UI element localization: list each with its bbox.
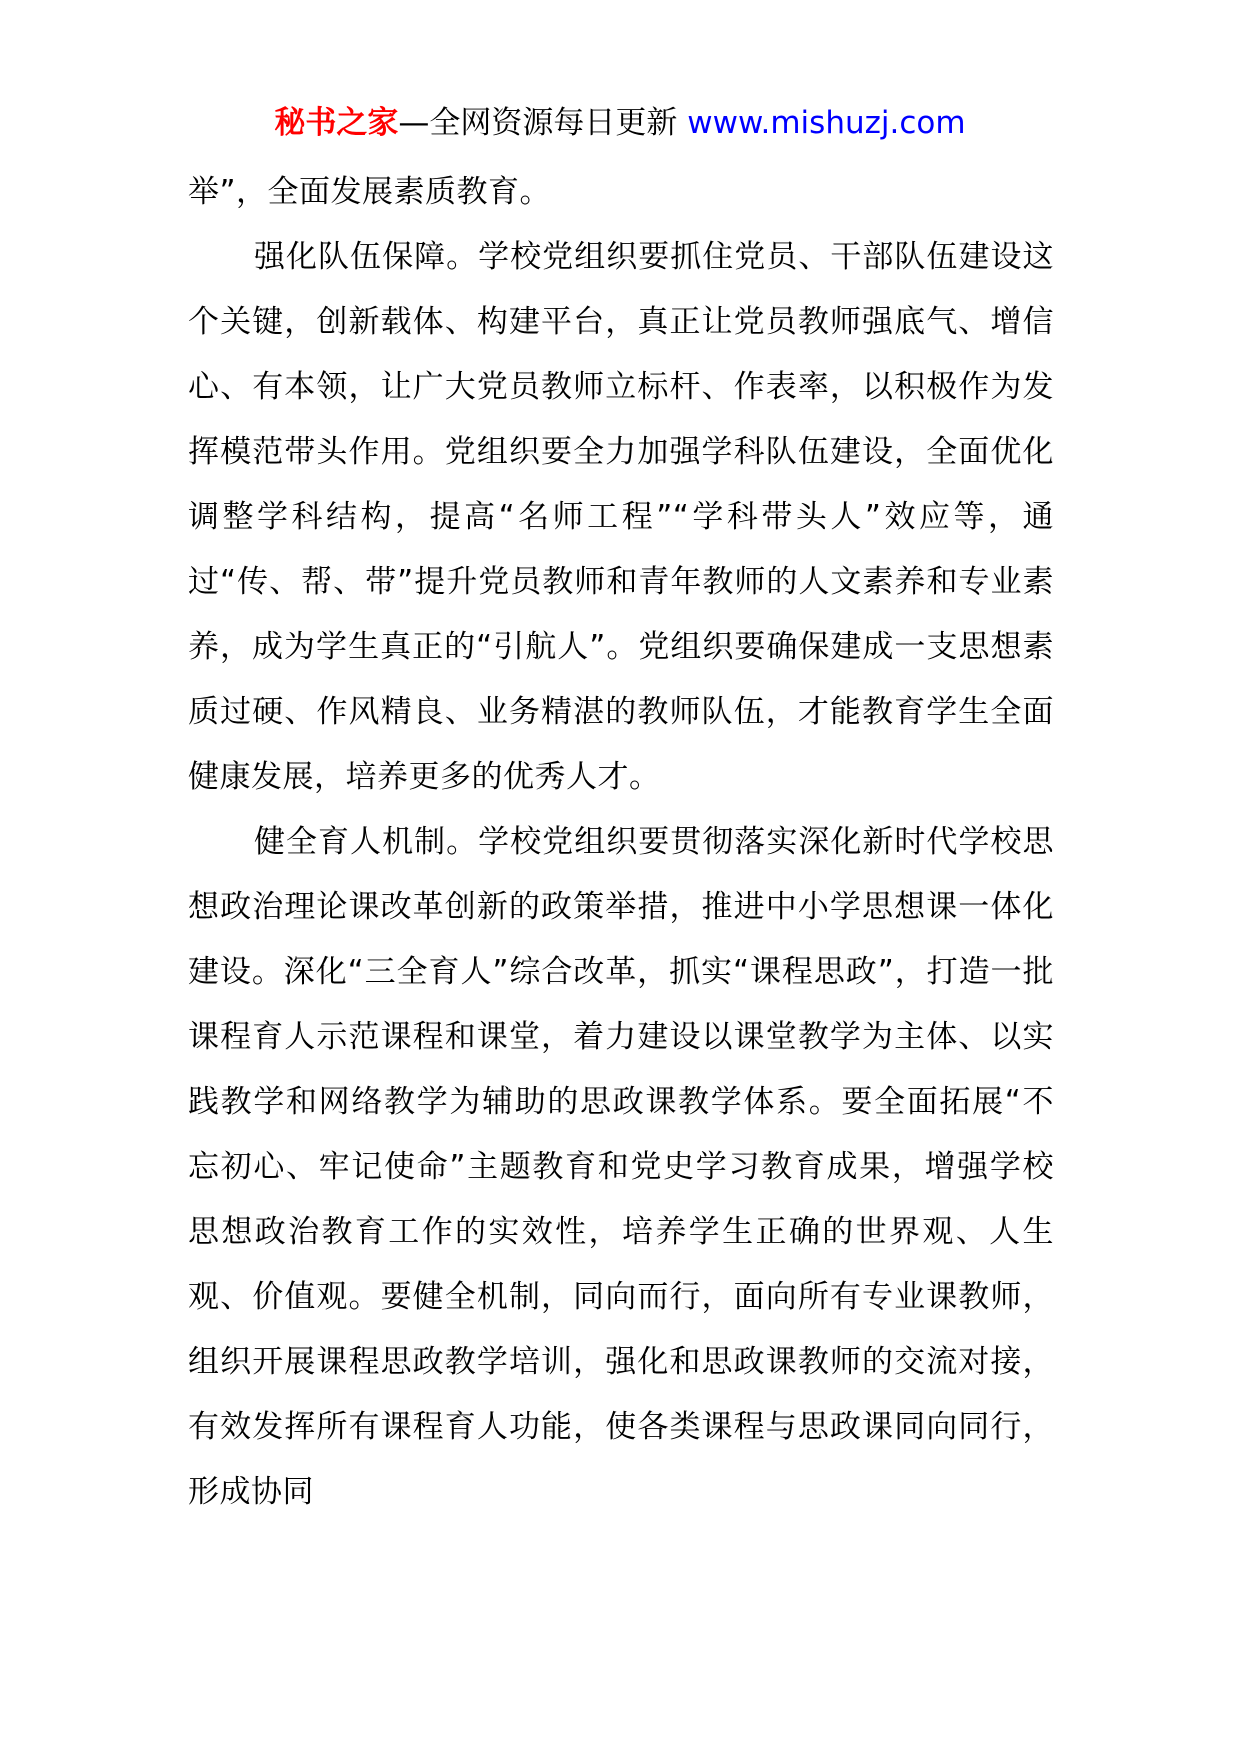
watermark-header <box>0 98 1240 148</box>
site-url-link[interactable]: www.mishuzj.com <box>687 105 966 141</box>
document-body <box>188 160 1054 1525</box>
paragraph-continuation: 举”，全面发展素质教育。 <box>188 174 552 210</box>
header-tagline: —全网资源每日更新 <box>398 105 688 141</box>
paragraph-education-mechanism: 健全育人机制。学校党组织要贯彻落实深化新时代学校思想政治理论课改革创新的政策举措，推进中小学思想课一体化建设。深化“三全育人”综合改革，抓实“课程思政”，打造一批课程育人示范课程和课堂，着力建设以课堂教学为主体、以实践教学和网络教学为辅助的思政课教学体系。要全面拓展“不忘初心、牢记使命”主题教育和党史学习教育成果，增强学校思想政治教育工作的实效性，培养学生正确的世界观、人生观、价值观。要健全机制，同向而行，面向所有专业课教师，组织开展课程思政教学培训，强化和思政课教师的交流对接，有效发挥所有课程育人功能，使各类课程与思政课同向同行，形成协同 <box>188 824 1054 1510</box>
brand-name: 秘书之家 <box>274 105 399 141</box>
paragraph-team-guarantee: 强化队伍保障。学校党组织要抓住党员、干部队伍建设这个关键，创新载体、构建平台，真正让党员教师强底气、增信心、有本领，让广大党员教师立标杆、作表率，以积极作为发挥模范带头作用。党组织要全力加强学科队伍建设，全面优化调整学科结构，提高“名师工程”“学科带头人”效应等，通过“传、帮、带”提升党员教师和青年教师的人文素养和专业素养，成为学生真正的“引航人”。党组织要确保建成一支思想素质过硬、作风精良、业务精湛的教师队伍，才能教育学生全面健康发展，培养更多的优秀人才。 <box>188 239 1054 795</box>
